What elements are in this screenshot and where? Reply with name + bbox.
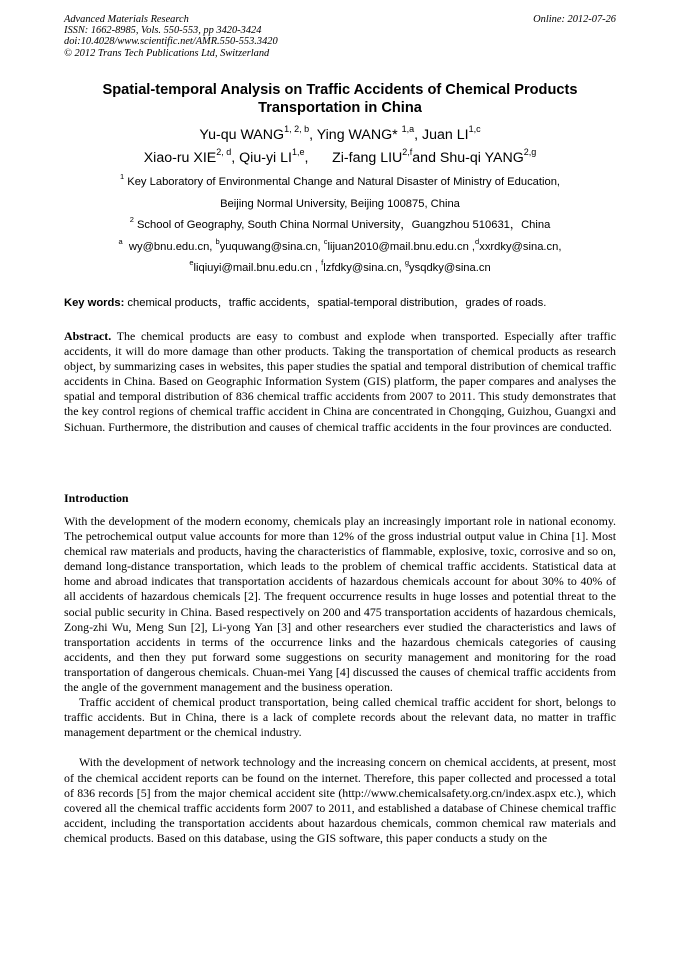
title-line-2: Transportation in China (258, 99, 422, 116)
author-affil-mark: 1,e (291, 147, 305, 157)
introduction-body (64, 514, 616, 846)
issn-line: ISSN: 1662-8985, Vols. 550-553, pp 3420-3424 (64, 25, 262, 37)
copyright-line: © 2012 Trans Tech Publications Ltd, Switzerland (64, 47, 270, 59)
email-line-1 (64, 237, 616, 259)
author-affil-mark: 1,c (468, 124, 481, 134)
author-name: and Shu-qi YANG (412, 150, 524, 166)
email-mark: f (321, 258, 324, 267)
email: yuquwang@sina.cn, (219, 240, 324, 253)
keywords-label: Key words: (64, 297, 125, 309)
email: xxrdky@sina.cn, (479, 240, 562, 253)
affiliation-2 (64, 215, 616, 237)
affil-text: Key Laboratory of Environmental Change and Natural Disaster of Ministry of Education, (127, 176, 561, 188)
online-date: Online: 2012-07-26 (533, 14, 616, 25)
author-name: , Juan LI (414, 127, 469, 143)
author-name: , Ying WANG* (309, 127, 402, 143)
paper-title (64, 82, 616, 117)
abstract (64, 329, 616, 435)
email: lzfdky@sina.cn, (323, 262, 405, 274)
paragraph: Traffic accident of chemical product transportation, being called chemical traffic accident for short, belongs to traffic accidents. But in China, there is a lack of complete records about the relevant data, no matter in traffic management department or the chemical industry. (64, 695, 616, 740)
section-heading-introduction: Introduction (64, 491, 129, 505)
email-mark: b (215, 236, 220, 246)
author-list (64, 124, 616, 170)
author-affil-mark: 1, 2, b (284, 124, 310, 134)
author-name: , Qiu-yi LI (231, 150, 292, 166)
email-mark: g (404, 258, 410, 267)
journal-header (64, 14, 616, 59)
affil-mark: 2 (129, 215, 134, 224)
email-mark: d (475, 236, 480, 246)
author-line-1 (64, 124, 616, 147)
email-mark: c (323, 236, 328, 246)
email: lijuan2010@mail.bnu.edu.cn , (327, 240, 476, 253)
title-line-1: Spatial-temporal Analysis on Traffic Accidents of Chemical Products (102, 82, 578, 98)
author-name: , Zi-fang LIU (304, 150, 403, 166)
affiliations (64, 172, 616, 280)
author-line-2 (64, 147, 616, 170)
abstract-label: Abstract. (64, 329, 112, 343)
email: ysqdky@sina.cn (409, 262, 491, 274)
keywords (64, 296, 616, 310)
doi-line: doi:10.4028/www.scientific.net/AMR.550-553.3420 (64, 36, 278, 48)
author-affil-mark: 2,g (523, 147, 537, 157)
email-mark: e (189, 258, 194, 267)
journal-name: Advanced Materials Research (64, 14, 189, 25)
paragraph: With the development of the modern economy, chemicals play an increasingly important role in national economy. The petrochemical output value accounts for more than 12% of the gross industrial output value in China [1]. Most chemical raw materials and products, having the characteristics of flammable, explosive, toxic, corrosive and so on, demand long-distance transportation, which leads to the problem of chemical traffic accidents. Statistical data at home and abroad indicates that transportation accidents of hazardous chemicals account for about 30% to 40% of all accidents of hazardous chemicals [2]. The frequent occurrence results in huge losses and potential threat to the social public security in China. Based respectively on 200 and 475 transportation accidents of hazardous chemicals, Zong-zhi Wu, Meng Sun [2], Li-yong Yan [3] and other researchers ever studied the characteristics and laws of transportation accidents in terms of the occurrence links and the hazardous chemicals categories of causing accidents, and then they put forward some suggestions on security management and monitoring for the road transportation of dangerous chemicals. Chuan-mei Yang [4] discussed the causes of chemical traffic accidents from the angle of the government management and the business operation. (64, 514, 616, 695)
paragraph: With the development of network technology and the increasing concern on chemical accidents, at present, most of the chemical accident reports can be found on the internet. Therefore, this paper collected and processed a total of 836 records [5] from the major chemical accident site (http://www.chemicalsafety.org.cn/index.aspx etc.), which covered all the chemical traffic accidents form 2007 to 2011, and established a database of Chinese chemical traffic accident, including the transportation accidents about hazardous chemicals, common chemical raw materials and chemical products. Based on this database, using the GIS software, this paper conducts a study on the (64, 755, 616, 845)
author-affil-mark: 2, d (216, 147, 232, 157)
author-affil-mark: 1,a (401, 124, 415, 134)
keywords-text: chemical products，traffic accidents，spatial-temporal distribution，grades of roads. (124, 297, 547, 309)
author-affil-mark: 2,f (402, 147, 413, 157)
email-mark: a (118, 236, 123, 246)
author-name: Xiao-ru XIE (143, 150, 217, 166)
author-name: Yu-qu WANG (199, 127, 285, 143)
affil-text: School of Geography, South China Normal University，Guangzhou 510631，China (136, 219, 551, 231)
affil-mark: 1 (119, 172, 125, 181)
abstract-text: The chemical products are easy to combust and explode when transported. Especially after traffic accidents, it will do more damage than other products. Taking the transportation of chemical products as research object, by summarizing cases in websites, this paper studies the spatial and temporal distribution of chemical traffic accidents in China. Based on Geographic Information System (GIS) platform, the paper compares and analyses the spatial and temporal distribution of 836 chemical traffic accidents from 2007 to 2011. This study demonstrates that the key control regions of chemical traffic accident in China are concentrated in Chongqing, Guizhou, Guangxi and Sichuan. Furthermore, the distribution and causes of chemical traffic accidents in the four provinces are conducted. (64, 329, 616, 434)
email: liqiuyi@mail.bnu.edu.cn , (193, 262, 322, 274)
affiliation-1-cont: Beijing Normal University, Beijing 100875, China (220, 197, 460, 210)
email: wy@bnu.edu.cn, (122, 240, 216, 253)
affiliation-1 (64, 172, 616, 194)
email-line-2 (64, 258, 616, 280)
